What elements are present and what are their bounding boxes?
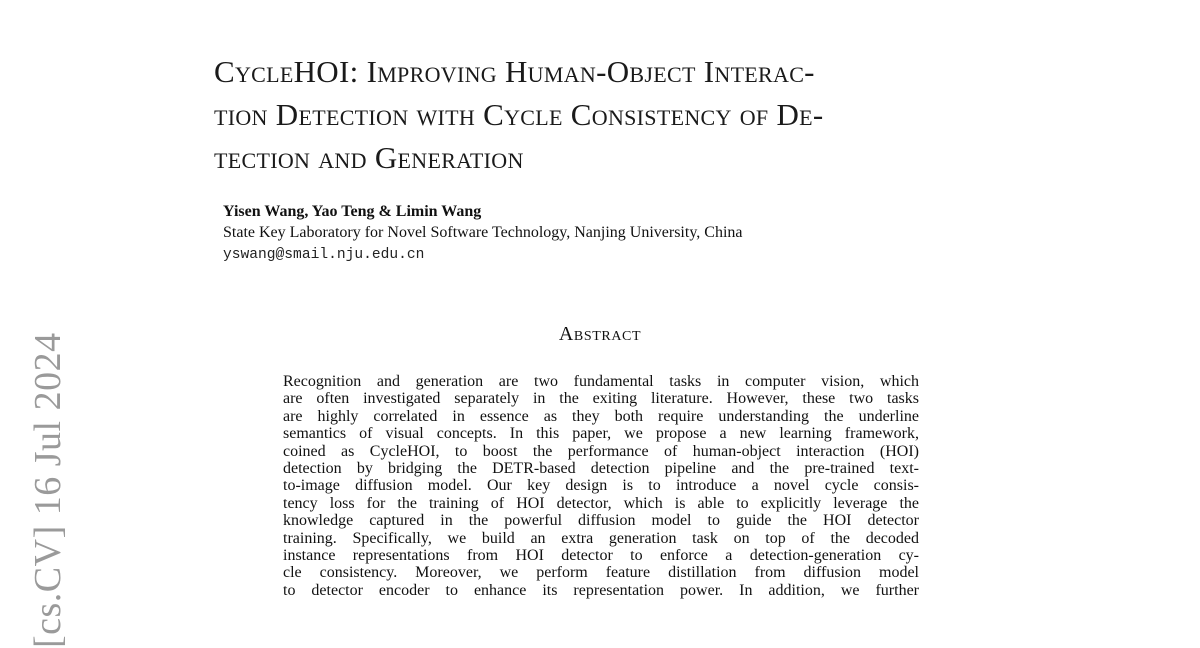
- title-line-2-text: tion Detection with Cycle Consistency of De-: [214, 97, 824, 132]
- abstract-line: are often investigated separately in the exiting literature. However, these two tasks: [283, 390, 919, 408]
- title-line-3: [214, 136, 994, 179]
- abstract-line: to detector encoder to enhance its representation power. In addition, we further: [283, 581, 919, 599]
- abstract-body: [283, 373, 919, 599]
- abstract-line: instance representations from HOI detector to enforce a detection-generation cy-: [283, 546, 919, 564]
- affiliation: State Key Laboratory for Novel Software Technology, Nanjing University, China: [223, 224, 743, 241]
- title-line-3-text: tection and Generation: [214, 140, 524, 175]
- author-list: Yisen Wang, Yao Teng & Limin Wang: [223, 203, 482, 220]
- title-line-1: [214, 50, 994, 93]
- abstract-line: tency loss for the training of HOI detector, which is able to explicitly leverage the: [283, 494, 919, 512]
- abstract-line: coined as CycleHOI, to boost the performance of human-object interaction (HOI): [283, 442, 919, 460]
- abstract-line: are highly correlated in essence as they both require understanding the underline: [283, 407, 919, 425]
- title-line-2: [214, 93, 994, 136]
- abstract-line: training. Specifically, we build an extra generation task on top of the decoded: [283, 529, 919, 547]
- paper-title: [214, 50, 994, 179]
- abstract-heading-text: Abstract: [558, 323, 642, 345]
- title-line-1-text: CycleHOI: Improving Human-Object Interac-: [214, 54, 815, 89]
- abstract-line: Recognition and generation are two fundamental tasks in computer vision, which: [283, 373, 919, 390]
- abstract-line: semantics of visual concepts. In this paper, we propose a new learning framework,: [283, 425, 919, 443]
- arxiv-side-stamp: [cs.CV] 16 Jul 2024: [27, 332, 69, 648]
- abstract-line: detection by bridging the DETR-based detection pipeline and the pre-trained text-: [283, 459, 919, 477]
- abstract-line: to-image diffusion model. Our key design is to introduce a novel cycle consis-: [283, 477, 919, 495]
- author-email: yswang@smail.nju.edu.cn: [223, 247, 425, 263]
- abstract-heading: [0, 323, 1200, 346]
- abstract-line: knowledge captured in the powerful diffusion model to guide the HOI detector: [283, 512, 919, 530]
- abstract-line: cle consistency. Moreover, we perform feature distillation from diffusion model: [283, 564, 919, 582]
